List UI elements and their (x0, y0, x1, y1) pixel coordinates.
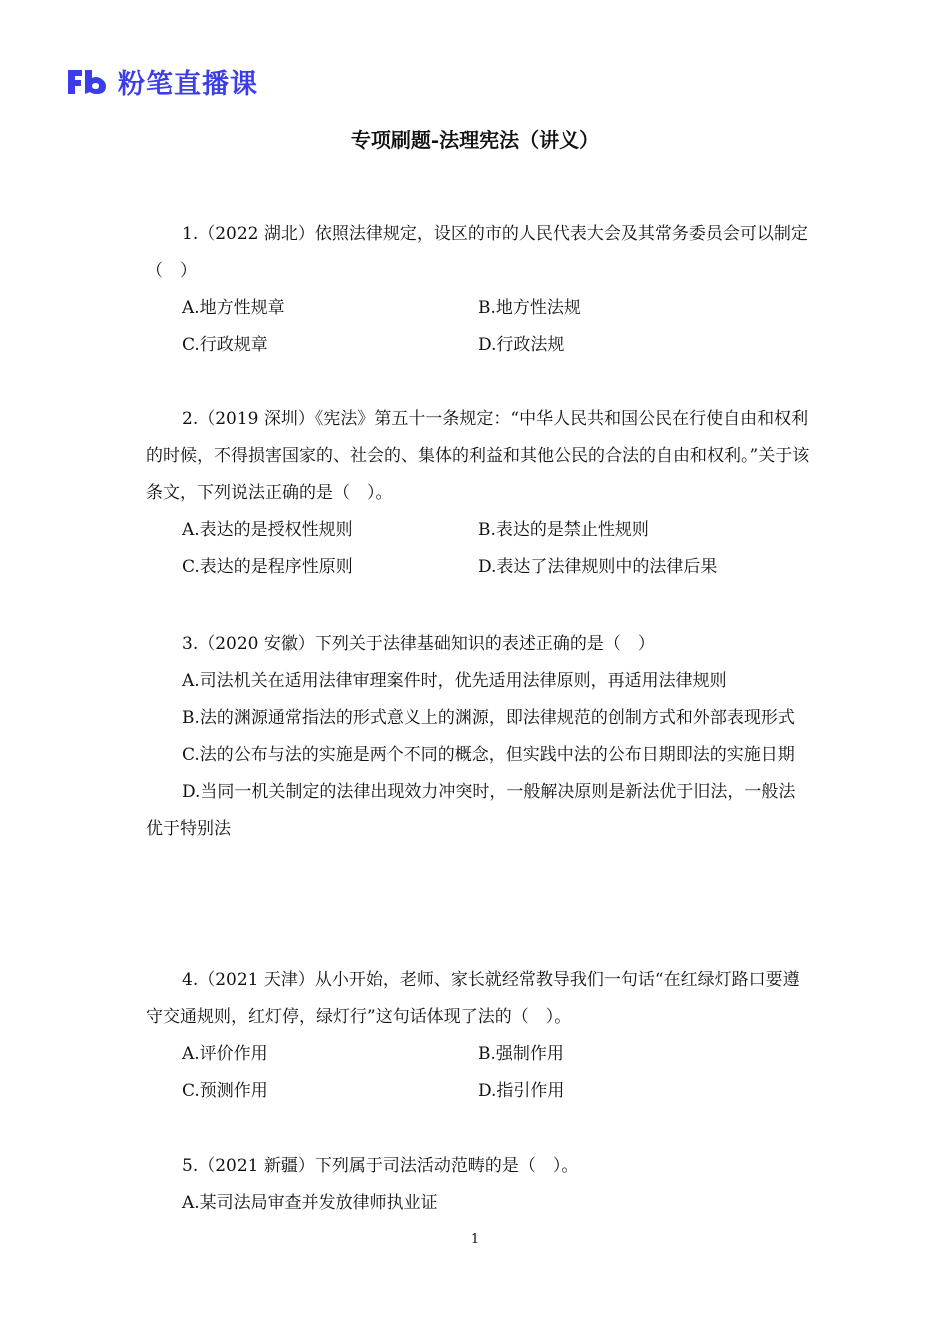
question-4 (146, 962, 810, 1110)
option-c: C.法的公布与法的实施是两个不同的概念，但实践中法的公布日期即法的实施日期 (182, 745, 795, 765)
option-c: C.行政规章 (182, 335, 268, 355)
question-stem: 5.（2021 新疆）下列属于司法活动范畴的是（ ）。 (182, 1156, 579, 1176)
question-stem: 1.（2022 湖北）依照法律规定，设区的市的人民代表大会及其常务委员会可以制定（ ） (146, 224, 808, 281)
fb-logo-icon (66, 66, 108, 98)
question-stem: 4.（2021 天津）从小开始，老师、家长就经常教导我们一句话“在红绿灯路口要遵守交通规则，红灯停，绿灯行”这句话体现了法的（ ）。 (146, 970, 800, 1027)
option-b: B.法的渊源通常指法的形式意义上的渊源，即法律规范的创制方式和外部表现形式 (182, 708, 795, 728)
option-grid (146, 290, 810, 364)
option-a: A.评价作用 (182, 1044, 268, 1064)
option-d: D.当同一机关制定的法律出现效力冲突时，一般解决原则是新法优于旧法，一般法优于特别法 (146, 782, 796, 839)
option-grid (146, 512, 810, 586)
brand-logo (66, 62, 258, 101)
option-b: B.强制作用 (478, 1044, 564, 1064)
question-stem: 3.（2020 安徽）下列关于法律基础知识的表述正确的是（ ） (182, 634, 655, 654)
question-2 (146, 401, 810, 586)
option-grid (146, 1036, 810, 1110)
option-c: C.预测作用 (182, 1081, 268, 1101)
page-number: 1 (470, 1232, 480, 1247)
option-a: A.地方性规章 (182, 298, 285, 318)
brand-name: 粉笔直播课 (118, 69, 258, 100)
option-d: D.指引作用 (478, 1081, 565, 1101)
option-d: D.行政法规 (478, 335, 565, 355)
option-a: A.表达的是授权性规则 (182, 520, 353, 540)
option-a: A.司法机关在适用法律审理案件时，优先适用法律原则，再适用法律规则 (182, 671, 727, 691)
option-a: A.某司法局审查并发放律师执业证 (182, 1193, 438, 1213)
question-3 (146, 626, 810, 848)
question-stem: 2.（2019 深圳）《宪法》第五十一条规定：“中华人民共和国公民在行使自由和权利的时候，不得损害国家的、社会的、集体的利益和其他公民的合法的自由和权利。”关于该条文，下列说法正确的是（ ）。 (146, 409, 810, 503)
option-b: B.地方性法规 (478, 298, 581, 318)
document-title: 专项刷题-法理宪法（讲义） (350, 128, 600, 152)
question-1 (146, 216, 810, 364)
option-b: B.表达的是禁止性规则 (478, 520, 649, 540)
option-d: D.表达了法律规则中的法律后果 (478, 557, 718, 577)
option-c: C.表达的是程序性原则 (182, 557, 353, 577)
question-5 (146, 1148, 810, 1222)
